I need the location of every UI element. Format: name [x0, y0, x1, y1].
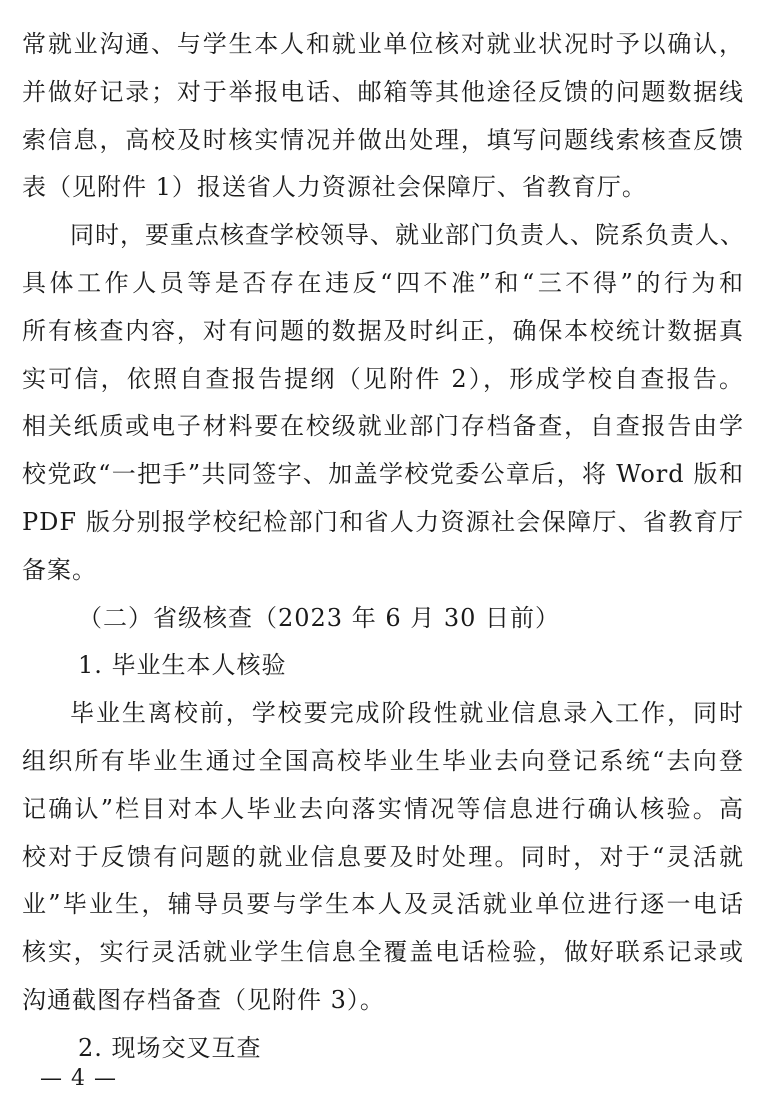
page-number: — 4 —	[40, 1066, 117, 1091]
paragraph-line: PDF 版分别报学校纪检部门和省人力资源社会保障厅、省教育厅	[22, 508, 744, 536]
paragraph-line: 具体工作人员等是否存在违反“四不准”和“三不得”的行为和	[22, 269, 744, 297]
paragraph-line: 表（见附件 1）报送省人力资源社会保障厅、省教育厅。	[22, 173, 647, 201]
paragraph-line: 同时，要重点核查学校领导、就业部门负责人、院系负责人、	[70, 221, 745, 249]
paragraph-line: 索信息，高校及时核实情况并做出处理，填写问题线索核查反馈	[22, 126, 744, 154]
paragraph-line: 常就业沟通、与学生本人和就业单位核对就业状况时予以确认，	[22, 30, 744, 58]
paragraph-line: 校对于反馈有问题的就业信息要及时处理。同时，对于“灵活就	[22, 843, 744, 871]
paragraph-line: 相关纸质或电子材料要在校级就业部门存档备查，自查报告由学	[22, 412, 744, 440]
paragraph-line: 沟通截图存档备查（见附件 3）。	[22, 986, 385, 1014]
paragraph-line: 组织所有毕业生通过全国高校毕业生毕业去向登记系统“去向登	[22, 747, 744, 775]
paragraph-line: 所有核查内容，对有问题的数据及时纠正，确保本校统计数据真	[22, 317, 744, 345]
paragraph-line: 核实，实行灵活就业学生信息全覆盖电话检验，做好联系记录或	[22, 938, 744, 966]
paragraph-line: 并做好记录；对于举报电话、邮箱等其他途径反馈的问题数据线	[22, 78, 744, 106]
paragraph-line: 业”毕业生，辅导员要与学生本人及灵活就业单位进行逐一电话	[22, 890, 744, 918]
paragraph-line: 毕业生离校前，学校要完成阶段性就业信息录入工作，同时	[70, 699, 744, 727]
paragraph-line: 实可信，依照自查报告提纲（见附件 2），形成学校自查报告。	[22, 365, 744, 393]
paragraph-line: 备案。	[22, 556, 97, 584]
subsection-heading: 2. 现场交叉互查	[78, 1034, 262, 1062]
paragraph-line: 校党政“一把手”共同签字、加盖学校党委公章后，将 Word 版和	[22, 460, 744, 488]
paragraph-line: 记确认”栏目对本人毕业去向落实情况等信息进行确认核验。高	[22, 795, 744, 823]
subsection-heading: 1. 毕业生本人核验	[78, 651, 287, 679]
section-heading: （二）省级核查（2023 年 6 月 30 日前）	[78, 604, 561, 632]
